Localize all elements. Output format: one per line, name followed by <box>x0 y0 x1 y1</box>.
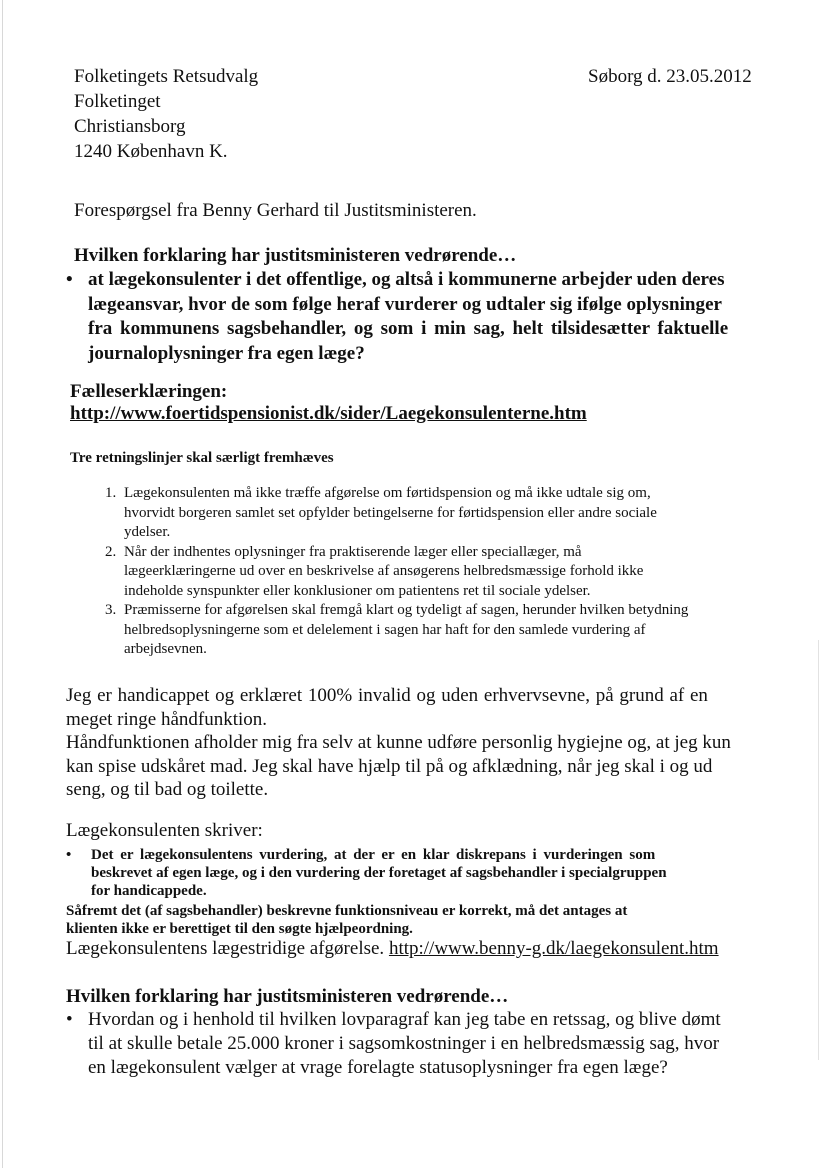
question1-line: lægeansvar, hvor de som følge heraf vurderer og udtaler sig ifølge oplysninger <box>88 293 723 315</box>
faelles-heading: Fælleserklæringen: <box>70 381 228 402</box>
consultant-line: beskrevet af egen læge, og i den vurdering der foretaget af sagsbehandler i specialgruppen <box>91 865 667 881</box>
question1-line: journaloplysninger fra egen læge? <box>88 342 365 364</box>
consultant-intro: Lægekonsulenten skriver: <box>66 820 263 841</box>
guideline-line: 2. Når der indhentes oplysninger fra praktiserende læger eller speciallæger, må <box>124 543 582 560</box>
guideline-item <box>120 543 770 602</box>
question1-text <box>88 268 728 366</box>
consultant-follow-line: klienten ikke er berettiget til den søgte hjælpeordning. <box>66 921 413 937</box>
question2-line: til at skulle betale 25.000 kroner i sagsomkostninger i en helbredsmæssig sag, hvor <box>88 1033 720 1054</box>
guideline-line: 1. Lægekonsulenten må ikke træffe afgørelse om førtidspension og må ikke udtale sig om, <box>124 485 651 501</box>
consultant-follow <box>66 902 627 938</box>
recipient-address <box>74 64 258 164</box>
decision-line <box>66 938 719 960</box>
scan-edge-right <box>818 640 819 1060</box>
recipient-line: Folketinget <box>74 91 161 112</box>
question2-bullet <box>66 1008 721 1080</box>
consultant-quote <box>91 846 667 900</box>
guideline-line: 3. Præmisserne for afgørelsen skal fremgå klart og tydeligt af sagen, herunder hvilken betydning <box>124 602 689 618</box>
situation-line: meget ringe håndfunktion. <box>66 708 268 730</box>
question2-heading: Hvilken forklaring har justitsministeren vedrørende… <box>66 986 509 1007</box>
consultant-bullet <box>66 846 667 900</box>
inquiry-line: Forespørgsel fra Benny Gerhard til Justitsministeren. <box>74 200 477 221</box>
recipient-line: Christiansborg <box>74 116 186 137</box>
question1-bullet <box>66 268 728 366</box>
consultant-line: Det er lægekonsulentens vurdering, at der er en klar diskrepans i vurderingen som <box>91 847 656 863</box>
scan-edge-left <box>2 0 3 1168</box>
situation-paragraph <box>66 684 756 802</box>
situation-line: Jeg er handicappet og erklæret 100% invalid og uden erhvervsevne, på grund af en <box>66 685 708 706</box>
bullet-icon: • <box>66 269 73 290</box>
guideline-line: helbredsoplysningerne som et delelement i sagen har haft for den samlede vurdering af <box>124 621 646 638</box>
guideline-item <box>120 484 770 543</box>
decision-text: Lægekonsulentens lægestridige afgørelse. <box>66 938 389 959</box>
guideline-line: lægeerklæringerne ud over en beskrivelse af ansøgerens helbredsmæssige forhold ikke <box>124 563 644 579</box>
guidelines-heading: Tre retningslinjer skal særligt fremhæves <box>70 450 334 466</box>
letter-date: Søborg d. 23.05.2012 <box>588 66 752 87</box>
question2-line: Hvordan og i henhold til hvilken lovparagraf kan jeg tabe en retssag, og blive dømt <box>88 1009 721 1030</box>
situation-line: kan spise udskåret mad. Jeg skal have hjælp til på og afklædning, når jeg skal i og ud <box>66 755 713 777</box>
recipient-line: 1240 København K. <box>74 141 228 162</box>
situation-line: seng, og til bad og toilette. <box>66 779 269 800</box>
question1-heading: Hvilken forklaring har justitsministeren vedrørende… <box>74 245 517 266</box>
situation-line: Håndfunktionen afholder mig fra selv at kunne udføre personlig hygiejne og, at jeg kun <box>66 732 731 753</box>
bullet-icon: • <box>66 1009 73 1030</box>
guideline-line: arbejdsevnen. <box>124 641 207 657</box>
question1-line: at lægekonsulenter i det offentlige, og altså i kommunerne arbejder uden deres <box>88 269 725 290</box>
question2-text <box>88 1008 721 1080</box>
guideline-line: indeholde synspunkter eller konklusioner om patientens ret til sociale ydelser. <box>124 582 591 599</box>
bullet-icon: • <box>66 847 72 863</box>
question2-line: en lægekonsulent vælger at vrage forelagte statusoplysninger fra egen læge? <box>88 1057 668 1078</box>
guideline-line: hvorvidt borgeren samlet set opfylder betingelserne for førtidspension eller andre sociale <box>124 504 657 521</box>
consultant-line: for handicappede. <box>91 883 207 899</box>
guideline-line: ydelser. <box>124 524 171 540</box>
guideline-item <box>120 601 770 660</box>
faelles-link[interactable]: http://www.foertidspensionist.dk/sider/Laegekonsulenterne.htm <box>70 403 587 424</box>
decision-link[interactable]: http://www.benny-g.dk/laegekonsulent.htm <box>388 938 719 959</box>
guidelines-list <box>70 484 770 660</box>
question1-line: fra kommunens sagsbehandler, og som i min sag, helt tilsidesætter faktuelle <box>88 318 729 339</box>
recipient-line: Folketingets Retsudvalg <box>74 66 259 87</box>
consultant-follow-line: Såfremt det (af sagsbehandler) beskrevne funktionsniveau er korrekt, må det antages at <box>66 903 628 919</box>
